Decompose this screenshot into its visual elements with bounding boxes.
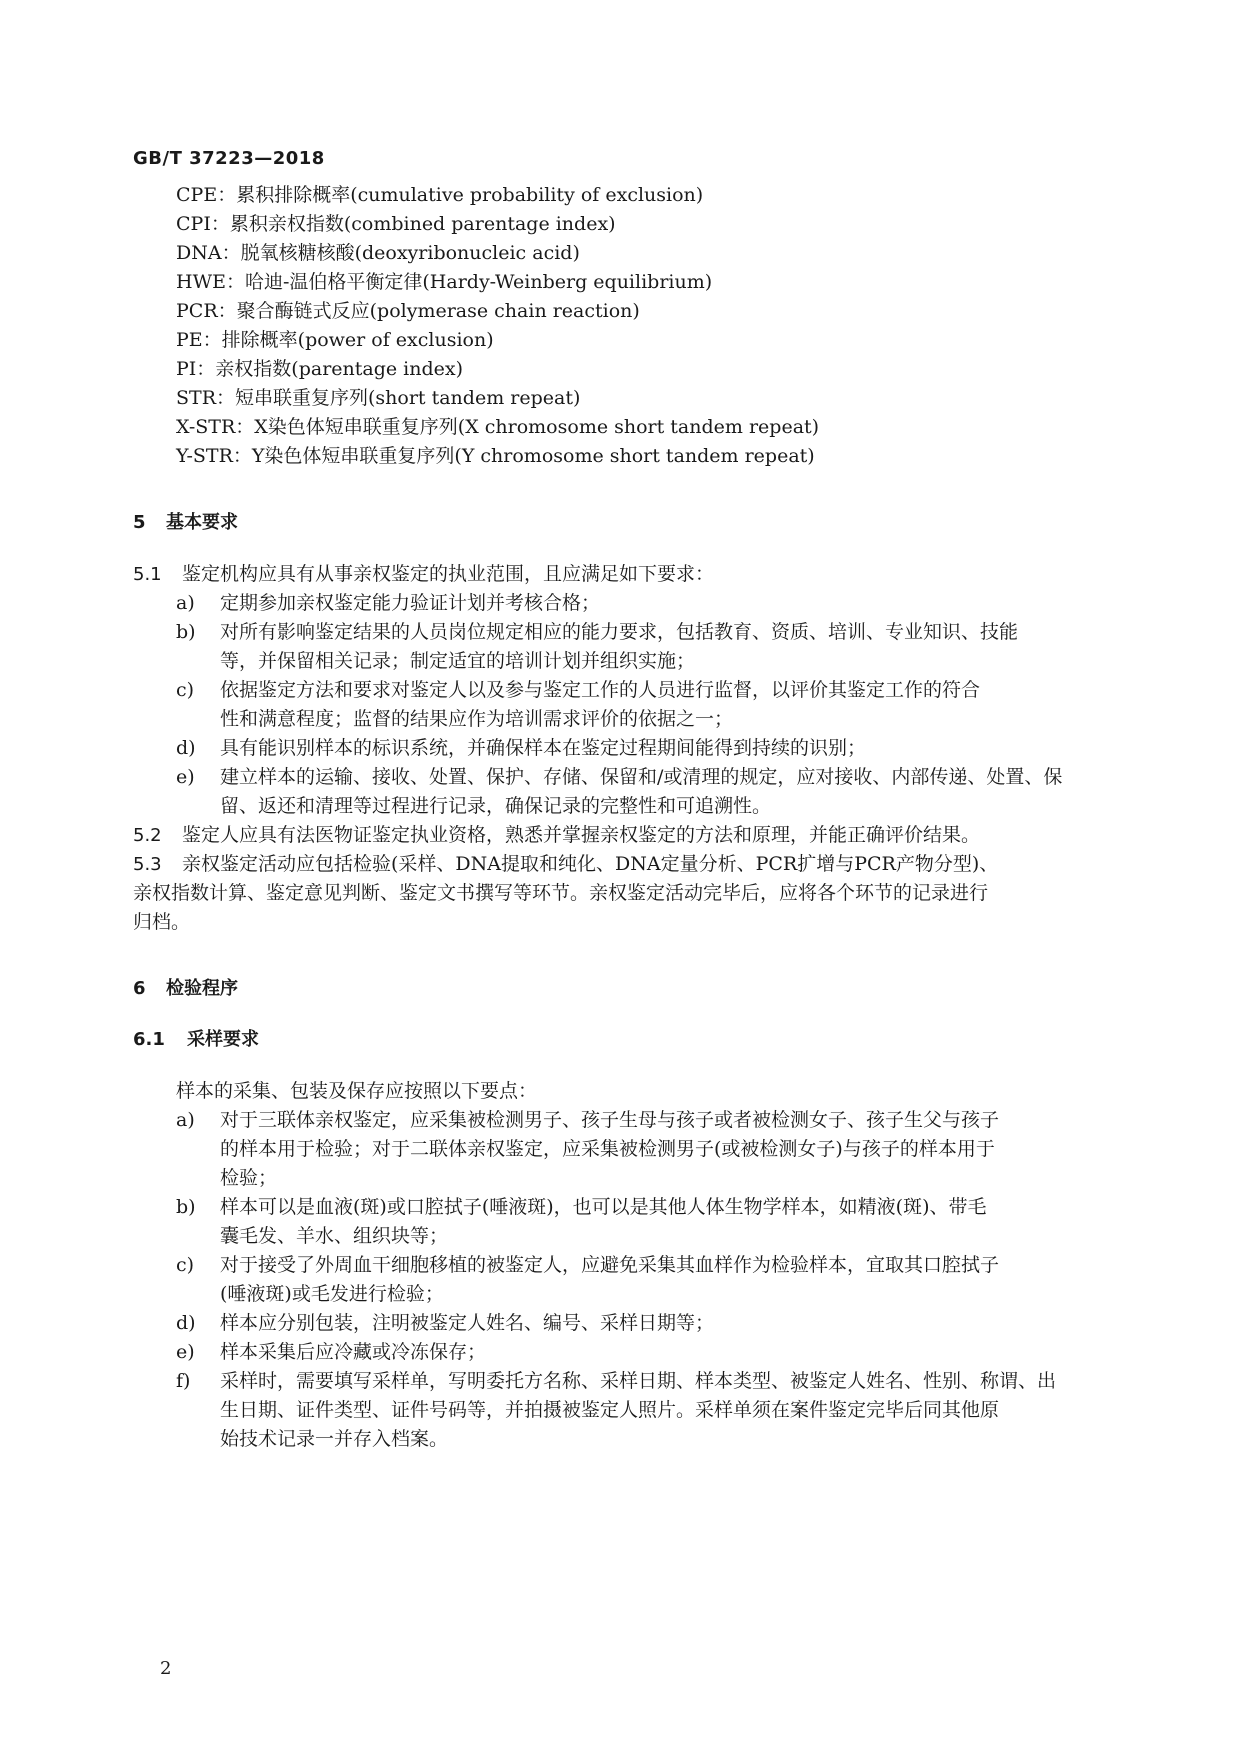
list-item-e	[176, 764, 1166, 790]
list-item-d	[176, 735, 1166, 761]
list-marker: d)	[176, 737, 196, 759]
list-item-text: 对所有影响鉴定结果的人员岗位规定相应的能力要求，包括教育、资质、培训、专业知识、技能	[220, 621, 1019, 643]
list-item-a	[176, 1107, 1166, 1133]
list-item-c	[176, 1252, 1166, 1278]
list-item-text: 对于接受了外周血干细胞移植的被鉴定人，应避免采集其血样作为检验样本，宜取其口腔拭子	[220, 1254, 1000, 1276]
list-item-d	[176, 1310, 1166, 1336]
subsection-heading-6-1	[133, 1027, 1123, 1053]
list-item-f	[176, 1368, 1166, 1394]
abbreviation-cpi: CPI：累积亲权指数(combined parentage index)	[176, 213, 616, 235]
section-heading-6	[133, 976, 1123, 1002]
list-marker: b)	[176, 1196, 196, 1218]
clause-text: 鉴定机构应具有从事亲权鉴定的执业范围，且应满足如下要求：	[182, 563, 715, 585]
list-item-e	[176, 1339, 1166, 1365]
list-item-text: 采样时，需要填写采样单，写明委托方名称、采样日期、样本类型、被鉴定人姓名、性别、称谓、出	[220, 1370, 1057, 1392]
list-item-text: 对于三联体亲权鉴定，应采集被检测男子、孩子生母与孩子或者被检测女子、孩子生父与孩子	[220, 1109, 1000, 1131]
list-item-text: 样本可以是血液(斑)或口腔拭子(唾液斑)，也可以是其他人体生物学样本，如精液(斑)、带毛	[220, 1196, 987, 1218]
clause-5-2	[133, 822, 1123, 849]
abbreviation-x-str: X-STR：X染色体短串联重复序列(X chromosome short tandem repeat)	[176, 416, 820, 438]
list-marker: a)	[176, 592, 195, 614]
list-item-b	[176, 619, 1166, 645]
list-item-continuation: 性和满意程度；监督的结果应作为培训需求评价的依据之一；	[220, 708, 734, 730]
list-marker: e)	[176, 766, 195, 788]
clause-text: 鉴定人应具有法医物证鉴定执业资格，熟悉并掌握亲权鉴定的方法和原理，并能正确评价结果。	[182, 824, 981, 846]
list-item-text: 样本应分别包装，注明被鉴定人姓名、编号、采样日期等；	[220, 1312, 715, 1334]
list-item-continuation: 囊毛发、羊水、组织块等；	[220, 1225, 449, 1247]
abbreviation-cpe: CPE：累积排除概率(cumulative probability of exclusion)	[176, 184, 704, 206]
section-title: 基本要求	[166, 512, 238, 533]
list-item-continuation: 的样本用于检验；对于二联体亲权鉴定，应采集被检测男子(或被检测女子)与孩子的样本用于	[220, 1138, 995, 1160]
clause-continuation: 亲权指数计算、鉴定意见判断、鉴定文书撰写等环节。亲权鉴定活动完毕后，应将各个环节的记录进行	[133, 882, 989, 904]
section-title: 检验程序	[166, 978, 238, 999]
list-item-text: 样本采集后应冷藏或冷冻保存；	[220, 1341, 487, 1363]
list-item-text: 定期参加亲权鉴定能力验证计划并考核合格；	[220, 592, 601, 614]
list-item-a	[176, 590, 1166, 616]
section-number: 6	[133, 978, 146, 999]
section-number: 5	[133, 512, 146, 533]
abbreviation-hwe: HWE：哈迪-温伯格平衡定律(Hardy-Weinberg equilibrium)	[176, 271, 713, 293]
list-marker: b)	[176, 621, 196, 643]
list-item-continuation: (唾液斑)或毛发进行检验；	[220, 1283, 444, 1305]
clause-text: 亲权鉴定活动应包括检验(采样、DNA提取和纯化、DNA定量分析、PCR扩增与PCR产物分型)、	[182, 853, 999, 875]
list-item-continuation: 检验；	[220, 1167, 278, 1189]
abbreviation-pcr: PCR：聚合酶链式反应(polymerase chain reaction)	[176, 300, 640, 322]
abbreviation-dna: DNA：脱氧核糖核酸(deoxyribonucleic acid)	[176, 242, 580, 264]
list-item-text: 建立样本的运输、接收、处置、保护、存储、保留和/或清理的规定，应对接收、内部传递、处置、保	[220, 766, 1063, 788]
abbreviation-pe: PE：排除概率(power of exclusion)	[176, 329, 494, 351]
list-marker: c)	[176, 1254, 195, 1276]
clause-5-1	[133, 561, 1123, 588]
list-marker: e)	[176, 1341, 195, 1363]
list-marker: d)	[176, 1312, 196, 1334]
list-marker: f)	[176, 1370, 191, 1392]
clause-continuation: 归档。	[133, 911, 191, 933]
clause-5-3	[133, 851, 1123, 878]
clause-number: 5.3	[133, 854, 162, 875]
intro-paragraph: 样本的采集、包装及保存应按照以下要点：	[176, 1080, 538, 1102]
list-item-text: 依据鉴定方法和要求对鉴定人以及参与鉴定工作的人员进行监督，以评价其鉴定工作的符合	[220, 679, 981, 701]
list-item-continuation: 留、返还和清理等过程进行记录，确保记录的完整性和可追溯性。	[220, 795, 772, 817]
clause-number: 5.1	[133, 564, 162, 585]
list-item-text: 具有能识别样本的标识系统，并确保样本在鉴定过程期间能得到持续的识别；	[220, 737, 867, 759]
list-item-continuation: 始技术记录一并存入档案。	[220, 1428, 449, 1450]
list-item-b	[176, 1194, 1166, 1220]
subsection-number: 6.1	[133, 1029, 165, 1050]
subsection-title: 采样要求	[187, 1029, 259, 1050]
list-marker: a)	[176, 1109, 195, 1131]
abbreviation-y-str: Y-STR：Y染色体短串联重复序列(Y chromosome short tandem repeat)	[176, 445, 815, 467]
page-number: 2	[160, 1658, 172, 1679]
abbreviation-str: STR：短串联重复序列(short tandem repeat)	[176, 387, 581, 409]
list-marker: c)	[176, 679, 195, 701]
list-item-continuation: 等，并保留相关记录；制定适宜的培训计划并组织实施；	[220, 650, 696, 672]
list-item-c	[176, 677, 1166, 703]
list-item-continuation: 生日期、证件类型、证件号码等，并拍摄被鉴定人照片。采样单须在案件鉴定完毕后同其他原	[220, 1399, 1000, 1421]
standard-code: GB/T 37223—2018	[133, 148, 325, 169]
abbreviation-pi: PI：亲权指数(parentage index)	[176, 358, 464, 380]
clause-number: 5.2	[133, 825, 162, 846]
section-heading-5	[133, 510, 1123, 536]
